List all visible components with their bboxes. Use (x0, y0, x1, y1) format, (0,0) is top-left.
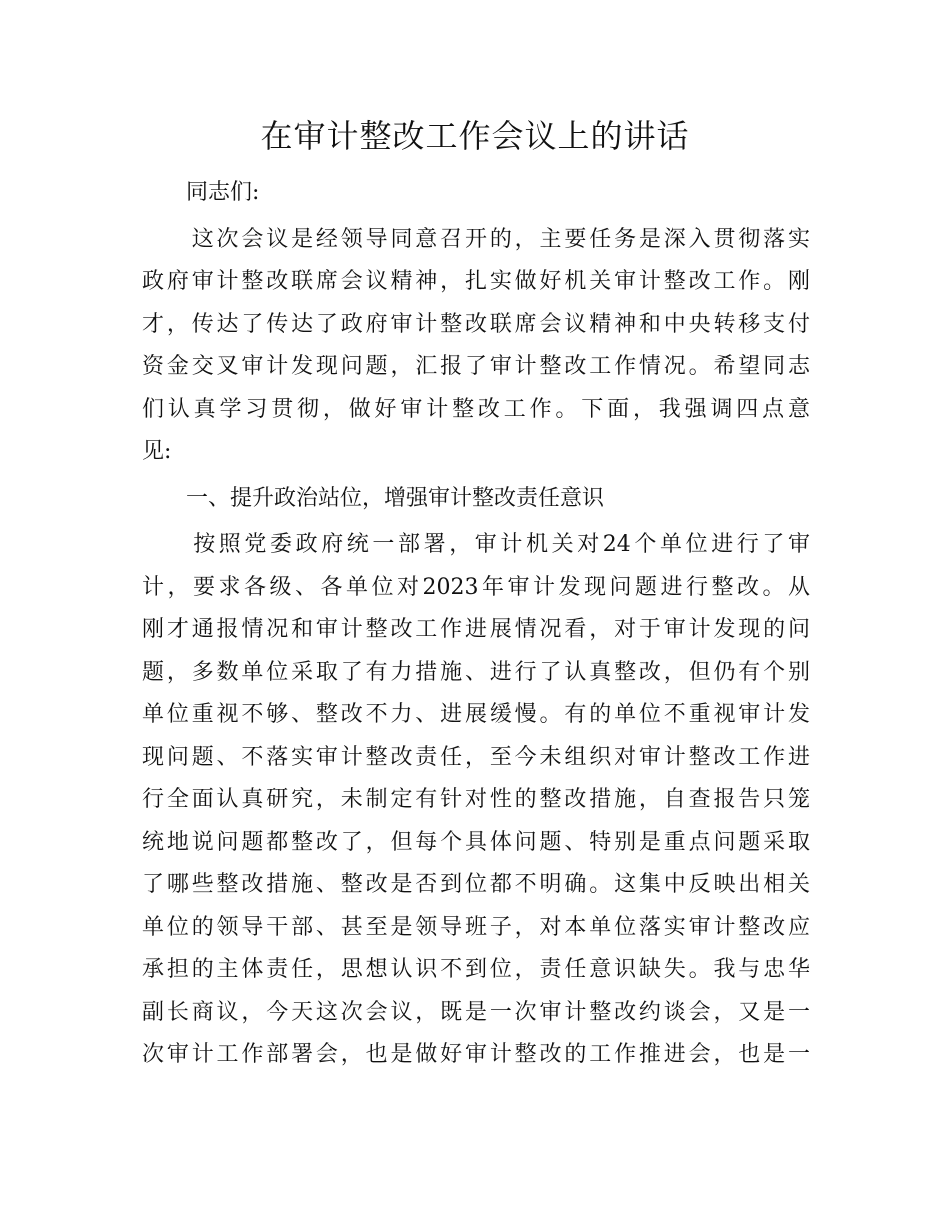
text-line: 承担的主体责任，思想认识不到位，责任意识缺失。我与忠华 (142, 957, 810, 982)
text-line: 见: (142, 439, 172, 464)
document-title: 在审计整改工作会议上的讲话 (260, 117, 690, 155)
text-line: 同志们: (142, 180, 260, 205)
text-line: 现问题、不落实审计整改责任，至今未组织对审计整改工作进 (142, 744, 810, 770)
text-line: 行全面认真研究，未制定有针对性的整改措施，自查报告只笼 (142, 787, 810, 812)
text-line: 这次会议是经领导同意召开的，主要任务是深入贯彻落实 (142, 226, 810, 252)
text-line: 刚才通报情况和审计整改工作进展情况看，对于审计发现的问 (142, 617, 810, 642)
text-line: 们认真学习贯彻，做好审计整改工作。下面，我强调四点意 (142, 396, 810, 422)
text-line: 统地说问题都整改了，但每个具体问题、特别是重点问题采取 (142, 829, 810, 855)
text-line: 才，传达了传达了政府审计整改联席会议精神和中央转移支付 (142, 311, 810, 337)
text-line: 计，要求各级、各单位对2023年审计发现问题进行整改。从 (142, 574, 810, 600)
text-line: 题，多数单位采取了有力措施、进行了认真整改，但仍有个别 (142, 659, 810, 685)
text-line: 单位重视不够、整改不力、进展缓慢。有的单位不重视审计发 (142, 702, 810, 727)
text-line: 按照党委政府统一部署，审计机关对24个单位进行了审 (142, 532, 810, 557)
document-body (142, 172, 810, 1077)
text-line: 一、提升政治站位，增强审计整改责任意识 (142, 485, 605, 511)
text-line: 次审计工作部署会，也是做好审计整改的工作推进会，也是一 (142, 1042, 810, 1067)
text-line: 了哪些整改措施、整改是否到位都不明确。这集中反映出相关 (142, 872, 810, 897)
text-line: 副长商议，今天这次会议，既是一次审计整改约谈会，又是一 (142, 999, 810, 1025)
text-line: 单位的领导干部、甚至是领导班子，对本单位落实审计整改应 (142, 914, 810, 940)
text-line: 政府审计整改联席会议精神，扎实做好机关审计整改工作。刚 (142, 269, 810, 294)
text-line: 资金交叉审计发现问题，汇报了审计整改工作情况。希望同志 (142, 354, 810, 379)
